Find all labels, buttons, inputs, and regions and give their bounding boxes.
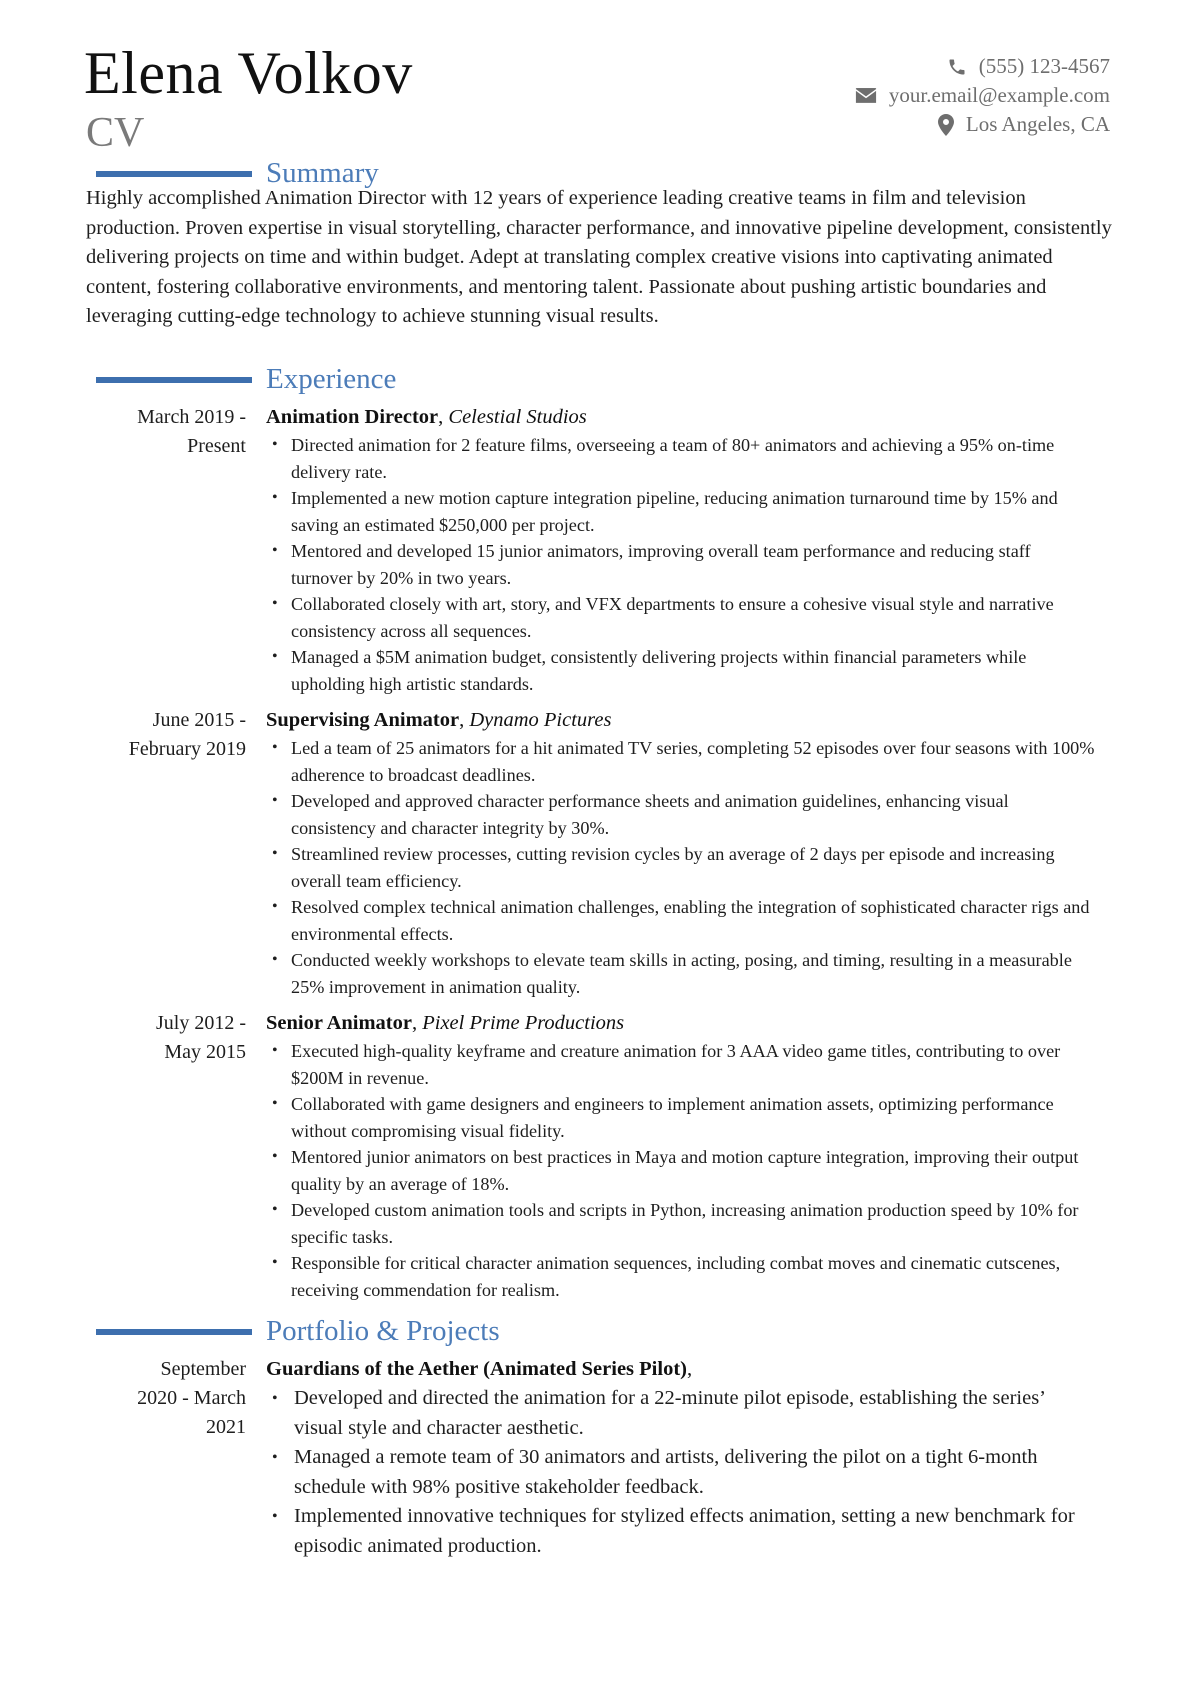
job-role: Animation Director	[266, 406, 439, 428]
entry-body	[266, 1009, 1096, 1303]
bullet-text: Developed custom animation tools and scripts in Python, increasing animation production speed by 10% for specific tasks.	[291, 1200, 1079, 1247]
bullet-icon: •	[272, 739, 278, 756]
list-item	[266, 1144, 1096, 1197]
bullet-text: Collaborated with game designers and engineers to implement animation assets, optimizing performance without compromising visual fidelity.	[291, 1094, 1054, 1141]
section-accent-bar	[96, 171, 252, 177]
entry-title: Supervising Animator, Dynamo Pictures	[266, 709, 612, 731]
bullet-icon: •	[272, 1148, 278, 1165]
organization: Celestial Studios	[448, 406, 587, 428]
bullet-text: Collaborated closely with art, story, and VFX departments to ensure a cohesive visual style and narrative consistency across all sequences.	[291, 594, 1054, 641]
date-start: July 2012 -	[156, 1012, 246, 1034]
bullet-icon: •	[272, 845, 278, 862]
bullet-list	[266, 1384, 1096, 1561]
bullet-icon: •	[272, 1042, 278, 1059]
list-item	[266, 591, 1096, 644]
bullet-text: Resolved complex technical animation challenges, enabling the integration of sophisticated character rigs and environmental effects.	[291, 897, 1090, 944]
bullet-icon: •	[272, 898, 278, 915]
map-marker-icon	[938, 114, 954, 136]
date-line: 2021	[206, 1416, 246, 1438]
date-end: May 2015	[164, 1041, 246, 1063]
entry-date	[86, 1355, 246, 1442]
bullet-icon: •	[272, 1095, 278, 1112]
date-line: September	[160, 1358, 246, 1380]
list-item	[266, 1091, 1096, 1144]
bullet-icon: •	[272, 792, 278, 809]
bullet-text: Implemented a new motion capture integration pipeline, reducing animation turnaround time by 15% and saving an estimated $250,000 per project.	[291, 488, 1058, 535]
bullet-text: Streamlined review processes, cutting revision cycles by an average of 2 days per episode and increasing overall team efficiency.	[291, 844, 1055, 891]
bullet-text: Managed a remote team of 30 animators and artists, delivering the pilot on a tight 6-month schedule with 98% positive stakeholder feedback.	[294, 1446, 1038, 1498]
job-role: Senior Animator	[266, 1012, 412, 1034]
date-start: March 2019 -	[137, 406, 246, 428]
bullet-text: Led a team of 25 animators for a hit animated TV series, completing 52 episodes over four seasons with 100% adherence to broadcast deadlines.	[291, 738, 1095, 785]
date-end: Present	[187, 435, 246, 457]
date-start: June 2015 -	[152, 709, 246, 731]
bullet-icon: •	[272, 648, 278, 665]
bullet-icon: •	[272, 951, 278, 968]
candidate-name: Elena Volkov	[84, 40, 413, 106]
section-title-experience: Experience	[266, 363, 397, 395]
entry-date	[86, 706, 246, 764]
entry-date	[86, 403, 246, 461]
entry-body	[266, 1355, 1096, 1561]
document-subtitle: CV	[86, 110, 145, 156]
bullet-icon: •	[272, 436, 278, 453]
bullet-icon: •	[272, 1390, 278, 1407]
bullet-icon: •	[272, 542, 278, 559]
list-item	[266, 894, 1096, 947]
section-title-summary: Summary	[266, 157, 379, 189]
phone-number[interactable]: (555) 123-4567	[978, 54, 1110, 78]
bullet-text: Conducted weekly workshops to elevate team skills in acting, posing, and timing, resulting in a measurable 25% improvement in animation quality.	[291, 950, 1072, 997]
bullet-list	[266, 1038, 1096, 1303]
list-item	[266, 1197, 1096, 1250]
list-item	[266, 1038, 1096, 1091]
bullet-text: Developed and approved character performance sheets and animation guidelines, enhancing visual consistency and character integrity by 30%.	[291, 791, 1009, 838]
section-header-portfolio	[96, 1314, 500, 1348]
list-item	[266, 1502, 1096, 1561]
organization: Pixel Prime Productions	[422, 1012, 625, 1034]
list-item	[266, 485, 1096, 538]
location-text: Los Angeles, CA	[965, 112, 1110, 136]
section-title-portfolio: Portfolio & Projects	[266, 1315, 500, 1347]
bullet-text: Directed animation for 2 feature films, overseeing a team of 80+ animators and achieving a 95% on-time delivery rate.	[291, 435, 1055, 482]
entry-body	[266, 403, 1096, 697]
organization: Dynamo Pictures	[469, 709, 612, 731]
bullet-text: Responsible for critical character animation sequences, including combat moves and cinematic cutscenes, receiving commendation for realism.	[291, 1253, 1061, 1300]
bullet-text: Implemented innovative techniques for stylized effects animation, setting a new benchmark for episodic animated production.	[294, 1505, 1075, 1557]
entry-title: Senior Animator, Pixel Prime Productions	[266, 1012, 625, 1034]
bullet-text: Mentored and developed 15 junior animators, improving overall team performance and reducing staff turnover by 20% in two years.	[291, 541, 1031, 588]
section-accent-bar	[96, 377, 252, 383]
job-role: Supervising Animator	[266, 709, 460, 731]
bullet-text: Managed a $5M animation budget, consistently delivering projects within financial parameters while upholding high artistic standards.	[291, 647, 1027, 694]
list-item	[266, 1384, 1096, 1443]
bullet-icon: •	[272, 489, 278, 506]
entry-title	[266, 1355, 1096, 1384]
bullet-list	[266, 432, 1096, 697]
list-item	[266, 538, 1096, 591]
list-item	[266, 735, 1096, 788]
phone-icon	[947, 57, 967, 77]
contact-email	[855, 81, 1110, 110]
list-item	[266, 841, 1096, 894]
contact-location	[855, 110, 1110, 139]
email-address[interactable]: your.email@example.com	[888, 83, 1110, 107]
contact-phone	[855, 52, 1110, 81]
bullet-text: Developed and directed the animation for a 22-minute pilot episode, establishing the series’ visual style and character aesthetic.	[294, 1387, 1045, 1439]
bullet-icon: •	[272, 1449, 278, 1466]
list-item	[266, 788, 1096, 841]
date-line: 2020 - March	[137, 1387, 246, 1409]
bullet-icon: •	[272, 595, 278, 612]
entry-body	[266, 706, 1096, 1000]
summary-text: Highly accomplished Animation Director with 12 years of experience leading creative teams in film and television production. Proven expertise in visual storytelling, character performance, and innovative pipeline development, consistently delivering projects on time and within budget. Adept at translating complex creative visions into captivating animated content, fostering collaborative environments, and mentoring talent. Passionate about pushing artistic boundaries and leveraging cutting-edge technology to achieve stunning visual results.	[86, 187, 1112, 328]
bullet-text: Executed high-quality keyframe and creature animation for 3 AAA video game titles, contributing to over $200M in revenue.	[291, 1041, 1061, 1088]
project-title: Guardians of the Aether (Animated Series Pilot)	[266, 1358, 687, 1380]
bullet-icon: •	[272, 1508, 278, 1525]
date-end: February 2019	[128, 738, 246, 760]
list-item	[266, 644, 1096, 697]
entry-title: Animation Director, Celestial Studios	[266, 406, 587, 428]
section-header-experience	[96, 362, 396, 396]
bullet-list	[266, 735, 1096, 1000]
bullet-text: Mentored junior animators on best practices in Maya and motion capture integration, improving their output quality by an average of 18%.	[291, 1147, 1079, 1194]
list-item	[266, 1443, 1096, 1502]
section-accent-bar	[96, 1329, 252, 1335]
bullet-icon: •	[272, 1201, 278, 1218]
title-suffix: ,	[686, 1358, 693, 1380]
envelope-icon	[855, 87, 877, 104]
list-item	[266, 947, 1096, 1000]
bullet-icon: •	[272, 1254, 278, 1271]
entry-date	[86, 1009, 246, 1067]
contact-info	[855, 52, 1110, 139]
list-item	[266, 1250, 1096, 1303]
list-item	[266, 432, 1096, 485]
